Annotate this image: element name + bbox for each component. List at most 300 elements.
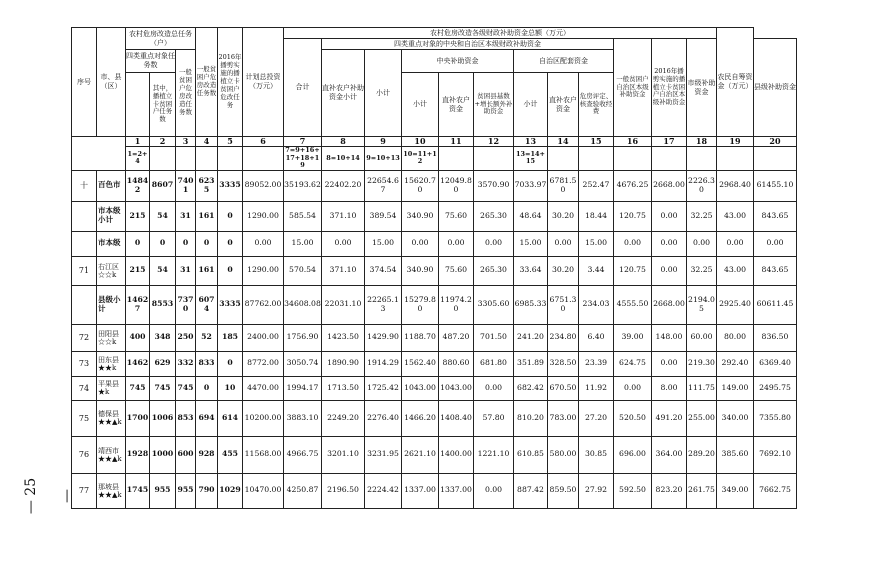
col-key-central-region-header: 四类重点对象的中央和自治区本级财政补助资金 xyxy=(322,39,614,50)
row-value-col-17: 148.00 xyxy=(652,324,687,351)
col-number-17: 17 xyxy=(652,137,687,147)
row-value-col-14: 670.50 xyxy=(548,376,579,400)
row-value-col-10: 1188.70 xyxy=(402,324,439,351)
row-value-col-8: 2196.50 xyxy=(322,473,365,508)
row-value-col-20: 843.65 xyxy=(754,201,797,231)
col-number-6: 6 xyxy=(243,137,284,147)
row-value-col-13: 33.64 xyxy=(514,256,548,285)
row-value-col-7: 570.54 xyxy=(284,256,322,285)
row-value-col-4: 0 xyxy=(196,231,218,256)
col-r-2016-header: 2016年播剪实施的播植立卡贫困户自治区本级补助资金 xyxy=(652,39,687,137)
row-seq xyxy=(72,285,97,324)
col-self-fund-header: 农民自筹资金（万元） xyxy=(717,28,754,137)
row-value-col-3: 250 xyxy=(176,324,196,351)
row-value-col-12: 3305.60 xyxy=(474,285,514,324)
row-value-col-1: 215 xyxy=(126,256,150,285)
row-value-col-6: 1290.00 xyxy=(243,256,284,285)
row-value-col-4: 0 xyxy=(196,376,218,400)
row-value-col-18: 0.00 xyxy=(687,231,717,256)
col-number-8: 8 xyxy=(322,137,365,147)
row-value-col-12: 681.80 xyxy=(474,351,514,376)
row-value-col-16: 0.00 xyxy=(614,231,652,256)
row-value-col-3: 600 xyxy=(176,436,196,473)
formula-cell xyxy=(218,147,243,170)
formula-cell: 9=10+13 xyxy=(365,147,402,170)
col-number-1: 1 xyxy=(126,137,150,147)
row-value-col-4: 790 xyxy=(196,473,218,508)
row-value-col-20: 61455.10 xyxy=(754,170,797,201)
col-number-13: 13 xyxy=(514,137,548,147)
row-value-col-13: 241.20 xyxy=(514,324,548,351)
col-number-4: 4 xyxy=(196,137,218,147)
row-value-col-1: 400 xyxy=(126,324,150,351)
row-seq: 74 xyxy=(72,376,97,400)
row-value-col-19: 2925.40 xyxy=(717,285,754,324)
row-value-col-19: 340.00 xyxy=(717,400,754,436)
row-county-name: 平果县★k xyxy=(97,376,126,400)
row-value-col-2: 54 xyxy=(150,256,176,285)
row-value-col-10: 1466.20 xyxy=(402,400,439,436)
row-value-col-14: 783.00 xyxy=(548,400,579,436)
row-value-col-10: 2621.10 xyxy=(402,436,439,473)
row-value-col-13: 6985.33 xyxy=(514,285,548,324)
formula-cell xyxy=(614,147,652,170)
row-value-col-18: 2194.05 xyxy=(687,285,717,324)
col-number-16: 16 xyxy=(614,137,652,147)
col-number-3: 3 xyxy=(176,137,196,147)
row-value-col-13: 351.89 xyxy=(514,351,548,376)
table-row xyxy=(72,285,797,324)
col-key-four-header: 四类重点对象任务数 xyxy=(126,50,176,73)
col-plan-invest-header: 计划总投资（万元） xyxy=(243,28,284,137)
fund-allocation-table-page xyxy=(71,27,797,509)
col-number-10: 10 xyxy=(402,137,439,147)
row-value-col-17: 0.00 xyxy=(652,201,687,231)
row-value-col-7: 3883.10 xyxy=(284,400,322,436)
row-value-col-10: 1562.40 xyxy=(402,351,439,376)
row-value-col-9: 3231.95 xyxy=(365,436,402,473)
row-value-col-7: 3050.74 xyxy=(284,351,322,376)
row-value-col-11: 0.00 xyxy=(439,231,474,256)
formula-cell xyxy=(754,147,797,170)
formula-cell xyxy=(474,147,514,170)
row-value-col-14: 0.00 xyxy=(548,231,579,256)
row-value-col-2: 54 xyxy=(150,201,176,231)
row-value-col-1: 745 xyxy=(126,376,150,400)
row-value-col-2: 1006 xyxy=(150,400,176,436)
row-value-col-15: 234.03 xyxy=(579,285,614,324)
formula-cell xyxy=(243,147,284,170)
row-value-col-5: 1029 xyxy=(218,473,243,508)
row-value-col-18: 2226.30 xyxy=(687,170,717,201)
table-row xyxy=(72,400,797,436)
row-value-col-7: 585.54 xyxy=(284,201,322,231)
row-value-col-1: 215 xyxy=(126,201,150,231)
row-value-col-16: 4555.50 xyxy=(614,285,652,324)
row-value-col-9: 374.54 xyxy=(365,256,402,285)
row-value-col-13: 48.64 xyxy=(514,201,548,231)
row-value-col-2: 348 xyxy=(150,324,176,351)
col-city-fund-header: 市级补助资金 xyxy=(687,39,717,137)
row-value-col-5: 0 xyxy=(218,351,243,376)
row-value-col-9: 15.00 xyxy=(365,231,402,256)
row-value-col-5: 10 xyxy=(218,376,243,400)
row-value-col-6: 1290.00 xyxy=(243,201,284,231)
row-value-col-4: 52 xyxy=(196,324,218,351)
row-seq: 71 xyxy=(72,256,97,285)
row-value-col-14: 859.50 xyxy=(548,473,579,508)
row-value-col-17: 2668.00 xyxy=(652,170,687,201)
row-value-col-12: 57.80 xyxy=(474,400,514,436)
row-value-col-20: 836.50 xyxy=(754,324,797,351)
row-value-col-19: 0.00 xyxy=(717,231,754,256)
row-value-col-6: 0.00 xyxy=(243,231,284,256)
col-direct-subtotal-header: 直补农户补助资金小计 xyxy=(322,50,365,137)
row-value-col-11: 487.20 xyxy=(439,324,474,351)
row-seq: 75 xyxy=(72,400,97,436)
row-value-col-3: 7401 xyxy=(176,170,196,201)
row-value-col-13: 887.42 xyxy=(514,473,548,508)
row-value-col-2: 0 xyxy=(150,231,176,256)
row-value-col-8: 371.10 xyxy=(322,256,365,285)
row-value-col-9: 22265.13 xyxy=(365,285,402,324)
row-value-col-18: 261.75 xyxy=(687,473,717,508)
page-number: — 25 — xyxy=(23,477,75,515)
row-value-col-19: 349.00 xyxy=(717,473,754,508)
row-value-col-5: 3335 xyxy=(218,170,243,201)
row-value-col-9: 389.54 xyxy=(365,201,402,231)
col-number-19: 19 xyxy=(717,137,754,147)
col-number-5: 5 xyxy=(218,137,243,147)
row-value-col-18: 32.25 xyxy=(687,256,717,285)
row-county-name: 那坡县★★▲k xyxy=(97,473,126,508)
row-value-col-20: 60611.45 xyxy=(754,285,797,324)
row-value-col-3: 31 xyxy=(176,256,196,285)
row-value-col-17: 364.00 xyxy=(652,436,687,473)
row-value-col-2: 1000 xyxy=(150,436,176,473)
col-r-direct-header: 直补农户资金 xyxy=(548,73,579,137)
row-value-col-2: 955 xyxy=(150,473,176,508)
row-value-col-9: 1914.29 xyxy=(365,351,402,376)
col-number-2: 2 xyxy=(150,137,176,147)
row-value-col-14: 328.50 xyxy=(548,351,579,376)
row-value-col-6: 89052.00 xyxy=(243,170,284,201)
row-value-col-4: 6235 xyxy=(196,170,218,201)
row-value-col-11: 1337.00 xyxy=(439,473,474,508)
row-value-col-6: 8772.00 xyxy=(243,351,284,376)
row-seq: 72 xyxy=(72,324,97,351)
row-value-col-15: 3.44 xyxy=(579,256,614,285)
table-row xyxy=(72,170,797,201)
row-value-col-19: 43.00 xyxy=(717,256,754,285)
row-value-col-8: 1713.50 xyxy=(322,376,365,400)
row-value-col-10: 340.90 xyxy=(402,256,439,285)
row-value-col-5: 0 xyxy=(218,256,243,285)
row-value-col-15: 6.40 xyxy=(579,324,614,351)
row-value-col-16: 624.75 xyxy=(614,351,652,376)
table-row xyxy=(72,324,797,351)
row-value-col-14: 30.20 xyxy=(548,201,579,231)
row-value-col-12: 3570.90 xyxy=(474,170,514,201)
row-value-col-6: 10470.00 xyxy=(243,473,284,508)
row-value-col-1: 1700 xyxy=(126,400,150,436)
row-value-col-8: 0.00 xyxy=(322,231,365,256)
row-value-col-18: 289.20 xyxy=(687,436,717,473)
row-value-col-9: 1429.90 xyxy=(365,324,402,351)
col-county-fund-header: 县级补助资金 xyxy=(754,39,797,137)
row-value-col-20: 2495.75 xyxy=(754,376,797,400)
row-value-col-13: 15.00 xyxy=(514,231,548,256)
col-number-18: 18 xyxy=(687,137,717,147)
row-county-name: 市本级小计 xyxy=(97,201,126,231)
col-c-direct-header: 直补农户资金 xyxy=(439,73,474,137)
col-key-four-sub-header: 其中，播植立卡贫困户任务数 xyxy=(150,73,176,137)
row-value-col-5: 455 xyxy=(218,436,243,473)
formula-cell xyxy=(717,147,754,170)
col-number-14: 14 xyxy=(548,137,579,147)
col-seq-header: 序号 xyxy=(72,28,97,137)
formula-cell: 10=11+12 xyxy=(402,147,439,170)
row-value-col-3: 31 xyxy=(176,201,196,231)
row-value-col-3: 332 xyxy=(176,351,196,376)
row-value-col-9: 2224.42 xyxy=(365,473,402,508)
row-value-col-3: 0 xyxy=(176,231,196,256)
formula-cell xyxy=(150,147,176,170)
row-value-col-4: 694 xyxy=(196,400,218,436)
row-value-col-17: 8.00 xyxy=(652,376,687,400)
table-row xyxy=(72,436,797,473)
col-c-extra-header: 贫困县基数+增长额外补助资金 xyxy=(474,73,514,137)
row-value-col-14: 234.80 xyxy=(548,324,579,351)
formula-cell xyxy=(687,147,717,170)
col-total-header: 合计 xyxy=(284,39,322,137)
row-value-col-14: 580.00 xyxy=(548,436,579,473)
row-value-col-19: 292.40 xyxy=(717,351,754,376)
table-row xyxy=(72,256,797,285)
row-value-col-13: 810.20 xyxy=(514,400,548,436)
row-county-name: 德保县★★▲k xyxy=(97,400,126,436)
row-value-col-11: 1043.00 xyxy=(439,376,474,400)
col-county-header: 市、县（区） xyxy=(97,28,126,137)
row-value-col-18: 32.25 xyxy=(687,201,717,231)
formula-cell xyxy=(176,147,196,170)
col-task-total-header: 农村危房改造总任务（户） xyxy=(126,28,196,50)
row-value-col-15: 18.44 xyxy=(579,201,614,231)
row-value-col-1: 0 xyxy=(126,231,150,256)
row-seq: 十 xyxy=(72,170,97,201)
col-regional-header: 自治区配套资金 xyxy=(514,50,614,73)
row-value-col-17: 2668.00 xyxy=(652,285,687,324)
row-value-col-5: 3335 xyxy=(218,285,243,324)
row-value-col-6: 4470.00 xyxy=(243,376,284,400)
row-value-col-11: 11974.20 xyxy=(439,285,474,324)
col-c-subtotal-header: 小计 xyxy=(402,73,439,137)
row-seq: 77 xyxy=(72,473,97,508)
row-value-col-13: 7033.97 xyxy=(514,170,548,201)
row-value-col-8: 1423.50 xyxy=(322,324,365,351)
row-value-col-9: 22654.67 xyxy=(365,170,402,201)
row-value-col-17: 823.20 xyxy=(652,473,687,508)
col-2016-header: 2016年播剪实施的播植立卡贫困户危改任务 xyxy=(218,28,243,137)
col-subtotal-header: 小计 xyxy=(365,50,402,137)
row-value-col-6: 11568.00 xyxy=(243,436,284,473)
row-county-name: 田阳县☆☆k xyxy=(97,324,126,351)
row-value-col-3: 7370 xyxy=(176,285,196,324)
table-row xyxy=(72,351,797,376)
num-row-spacer xyxy=(72,137,126,171)
row-value-col-10: 0.00 xyxy=(402,231,439,256)
row-value-col-15: 15.00 xyxy=(579,231,614,256)
formula-cell: 1=2+4 xyxy=(126,147,150,170)
row-seq xyxy=(72,231,97,256)
row-value-col-10: 1043.00 xyxy=(402,376,439,400)
row-value-col-18: 255.00 xyxy=(687,400,717,436)
col-general-poor-tasks-header: 一般贫困户危房改造任务数 xyxy=(176,50,196,137)
row-value-col-8: 371.10 xyxy=(322,201,365,231)
row-value-col-12: 265.30 xyxy=(474,256,514,285)
table-row xyxy=(72,473,797,508)
row-value-col-4: 161 xyxy=(196,256,218,285)
row-value-col-16: 696.00 xyxy=(614,436,652,473)
col-key-four-count-header xyxy=(126,73,150,137)
col-number-11: 11 xyxy=(439,137,474,147)
table-row xyxy=(72,231,797,256)
row-value-col-15: 27.20 xyxy=(579,400,614,436)
row-value-col-19: 385.60 xyxy=(717,436,754,473)
row-value-col-15: 27.92 xyxy=(579,473,614,508)
row-value-col-11: 75.60 xyxy=(439,256,474,285)
row-value-col-2: 745 xyxy=(150,376,176,400)
row-value-col-10: 340.90 xyxy=(402,201,439,231)
row-value-col-8: 2249.20 xyxy=(322,400,365,436)
row-value-col-14: 6751.30 xyxy=(548,285,579,324)
row-value-col-9: 2276.40 xyxy=(365,400,402,436)
col-r-general-header: 一般贫困户自治区本级补助资金 xyxy=(614,39,652,137)
row-value-col-11: 880.60 xyxy=(439,351,474,376)
col-number-9: 9 xyxy=(365,137,402,147)
row-value-col-12: 265.30 xyxy=(474,201,514,231)
row-value-col-5: 0 xyxy=(218,201,243,231)
row-county-name: 右江区☆☆k xyxy=(97,256,126,285)
col-r-assess-header: 危房评定、核查验收经费 xyxy=(579,73,614,137)
row-value-col-1: 14627 xyxy=(126,285,150,324)
row-county-name: 百色市 xyxy=(97,170,126,201)
row-seq xyxy=(72,201,97,231)
row-value-col-10: 15279.80 xyxy=(402,285,439,324)
row-value-col-12: 0.00 xyxy=(474,473,514,508)
row-value-col-8: 22031.10 xyxy=(322,285,365,324)
row-value-col-11: 75.60 xyxy=(439,201,474,231)
row-value-col-15: 11.92 xyxy=(579,376,614,400)
row-value-col-20: 7355.80 xyxy=(754,400,797,436)
table-row xyxy=(72,376,797,400)
row-value-col-20: 0.00 xyxy=(754,231,797,256)
row-value-col-4: 6074 xyxy=(196,285,218,324)
row-value-col-4: 928 xyxy=(196,436,218,473)
row-value-col-12: 701.50 xyxy=(474,324,514,351)
row-value-col-8: 1890.90 xyxy=(322,351,365,376)
row-value-col-15: 23.39 xyxy=(579,351,614,376)
row-value-col-16: 4676.25 xyxy=(614,170,652,201)
formula-cell xyxy=(548,147,579,170)
row-value-col-3: 745 xyxy=(176,376,196,400)
col-number-7: 7 xyxy=(284,137,322,147)
row-value-col-9: 1725.42 xyxy=(365,376,402,400)
formula-cell: 13=14+15 xyxy=(514,147,548,170)
col-general-poor-header: 一般贫困户危房改造任务数 xyxy=(196,28,218,137)
row-value-col-12: 0.00 xyxy=(474,231,514,256)
row-seq: 73 xyxy=(72,351,97,376)
row-value-col-7: 4966.75 xyxy=(284,436,322,473)
row-value-col-4: 833 xyxy=(196,351,218,376)
row-value-col-7: 4250.87 xyxy=(284,473,322,508)
col-number-20: 20 xyxy=(754,137,797,147)
formula-cell xyxy=(579,147,614,170)
row-value-col-16: 520.50 xyxy=(614,400,652,436)
row-value-col-12: 1221.10 xyxy=(474,436,514,473)
row-value-col-14: 6781.50 xyxy=(548,170,579,201)
formula-cell xyxy=(439,147,474,170)
row-value-col-20: 7692.10 xyxy=(754,436,797,473)
row-value-col-8: 22402.20 xyxy=(322,170,365,201)
fund-allocation-table xyxy=(71,27,797,509)
row-value-col-15: 30.85 xyxy=(579,436,614,473)
row-value-col-20: 6369.40 xyxy=(754,351,797,376)
row-value-col-11: 1408.40 xyxy=(439,400,474,436)
row-value-col-15: 252.47 xyxy=(579,170,614,201)
row-value-col-19: 80.00 xyxy=(717,324,754,351)
row-value-col-13: 682.42 xyxy=(514,376,548,400)
formula-cell xyxy=(652,147,687,170)
row-county-name: 田东县★★k xyxy=(97,351,126,376)
row-value-col-1: 1462 xyxy=(126,351,150,376)
row-value-col-16: 592.50 xyxy=(614,473,652,508)
row-value-col-3: 955 xyxy=(176,473,196,508)
row-value-col-16: 0.00 xyxy=(614,376,652,400)
row-value-col-6: 2400.00 xyxy=(243,324,284,351)
row-value-col-11: 12049.80 xyxy=(439,170,474,201)
row-value-col-16: 120.75 xyxy=(614,201,652,231)
row-value-col-18: 219.30 xyxy=(687,351,717,376)
formula-cell: 8=10+14 xyxy=(322,147,365,170)
row-value-col-13: 610.85 xyxy=(514,436,548,473)
row-value-col-8: 3201.10 xyxy=(322,436,365,473)
row-value-col-4: 161 xyxy=(196,201,218,231)
col-fiscal-total-header: 农村危房改造各级财政补助资金总额（万元） xyxy=(284,28,717,39)
row-value-col-2: 8607 xyxy=(150,170,176,201)
formula-cell: 7=9+16+17+18+19 xyxy=(285,146,320,170)
row-value-col-12: 0.00 xyxy=(474,376,514,400)
row-value-col-6: 10200.00 xyxy=(243,400,284,436)
row-value-col-16: 39.00 xyxy=(614,324,652,351)
row-county-name: 靖西市★★▲k xyxy=(97,436,126,473)
row-county-name: 市本级 xyxy=(97,231,126,256)
row-value-col-6: 87762.00 xyxy=(243,285,284,324)
row-value-col-14: 30.20 xyxy=(548,256,579,285)
row-value-col-2: 8553 xyxy=(150,285,176,324)
row-value-col-7: 15.00 xyxy=(284,231,322,256)
row-value-col-1: 1745 xyxy=(126,473,150,508)
row-value-col-16: 120.75 xyxy=(614,256,652,285)
formula-cell xyxy=(196,147,218,170)
row-value-col-20: 843.65 xyxy=(754,256,797,285)
row-value-col-17: 491.20 xyxy=(652,400,687,436)
row-value-col-1: 1928 xyxy=(126,436,150,473)
row-value-col-10: 15620.70 xyxy=(402,170,439,201)
row-value-col-7: 1994.17 xyxy=(284,376,322,400)
row-value-col-1: 14842 xyxy=(126,170,150,201)
row-value-col-10: 1337.00 xyxy=(402,473,439,508)
